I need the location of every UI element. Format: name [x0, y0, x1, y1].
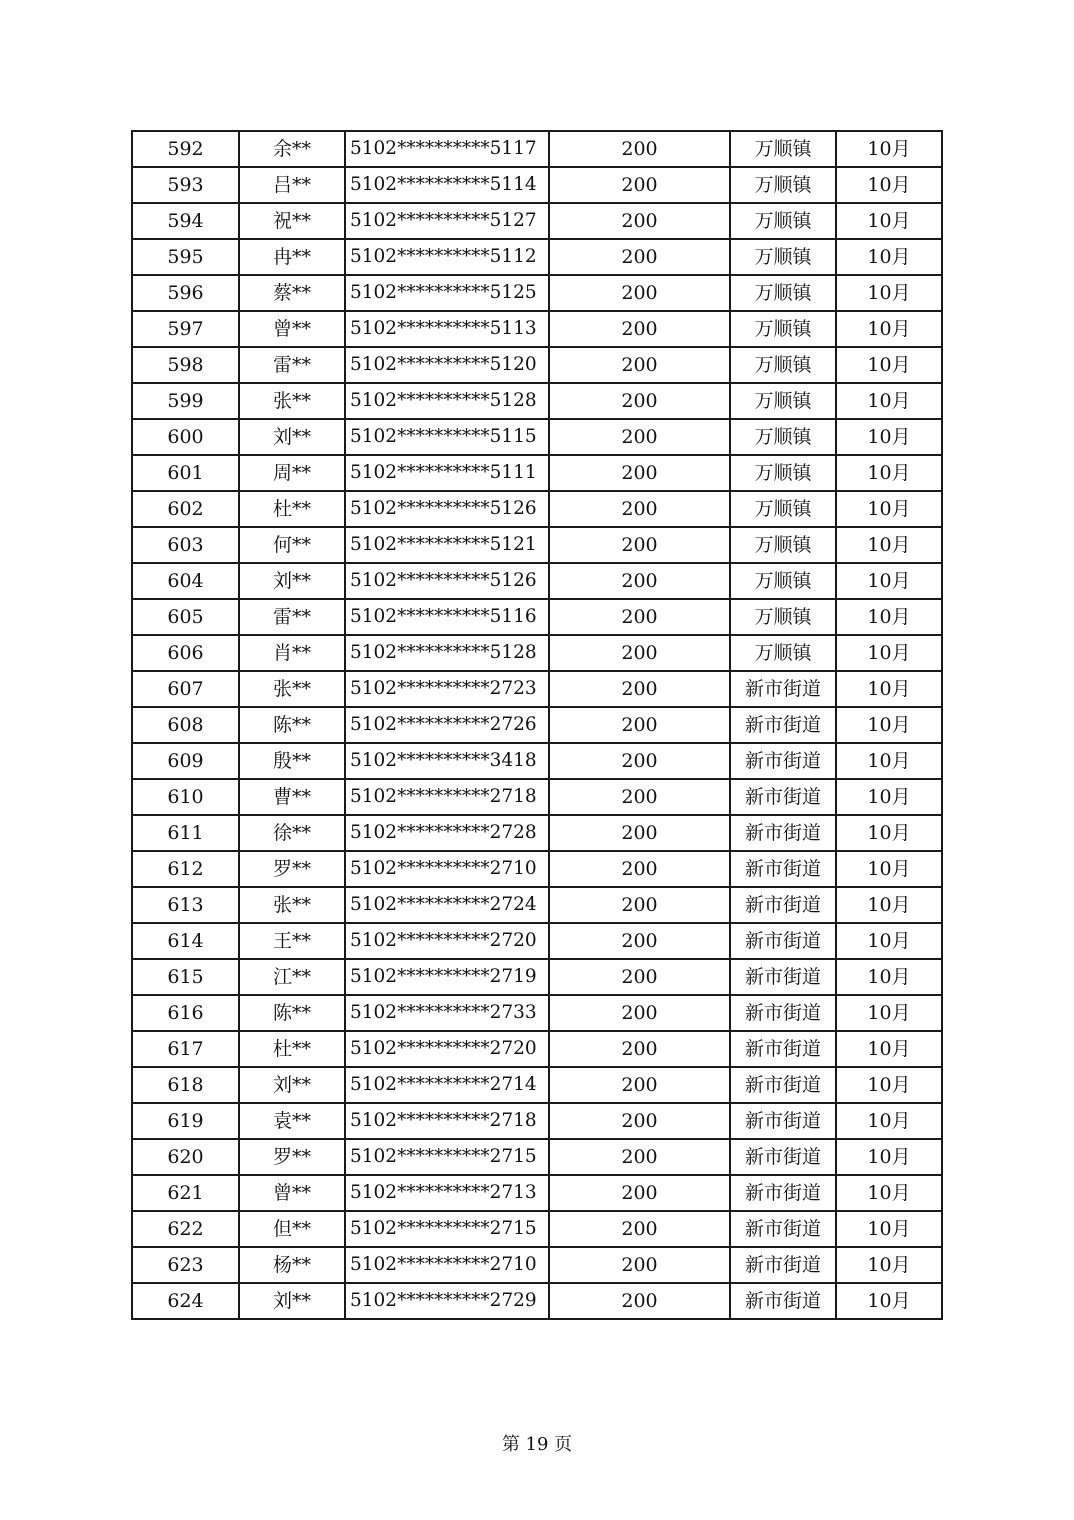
row-number-cell: 614: [132, 923, 239, 959]
id-number-cell: 5102**********5116: [345, 599, 549, 635]
row-number-cell: 595: [132, 239, 239, 275]
amount-cell: 200: [549, 1175, 730, 1211]
name-cell: 张**: [239, 887, 345, 923]
name-cell: 陈**: [239, 995, 345, 1031]
amount-cell: 200: [549, 851, 730, 887]
table-row: [132, 635, 942, 671]
name-cell: 蔡**: [239, 275, 345, 311]
table-row: [132, 995, 942, 1031]
id-number-cell: 5102**********5117: [345, 131, 549, 167]
id-number-cell: 5102**********2714: [345, 1067, 549, 1103]
table-row: [132, 887, 942, 923]
name-cell: 雷**: [239, 347, 345, 383]
row-number-cell: 593: [132, 167, 239, 203]
table-row: [132, 419, 942, 455]
name-cell: 余**: [239, 131, 345, 167]
amount-cell: 200: [549, 599, 730, 635]
table-row: [132, 923, 942, 959]
township-cell: 新市街道: [730, 815, 836, 851]
month-cell: 10月: [836, 1283, 942, 1319]
month-cell: 10月: [836, 923, 942, 959]
township-cell: 万顺镇: [730, 347, 836, 383]
id-number-cell: 5102**********5128: [345, 383, 549, 419]
id-number-cell: 5102**********2719: [345, 959, 549, 995]
id-number-cell: 5102**********5112: [345, 239, 549, 275]
amount-cell: 200: [549, 815, 730, 851]
id-number-cell: 5102**********2715: [345, 1139, 549, 1175]
township-cell: 新市街道: [730, 923, 836, 959]
name-cell: 杜**: [239, 1031, 345, 1067]
row-number-cell: 594: [132, 203, 239, 239]
name-cell: 杜**: [239, 491, 345, 527]
id-number-cell: 5102**********5128: [345, 635, 549, 671]
id-number-cell: 5102**********2718: [345, 779, 549, 815]
township-cell: 万顺镇: [730, 599, 836, 635]
month-cell: 10月: [836, 1175, 942, 1211]
township-cell: 新市街道: [730, 995, 836, 1031]
id-number-cell: 5102**********2710: [345, 851, 549, 887]
id-number-cell: 5102**********2720: [345, 1031, 549, 1067]
id-number-cell: 5102**********2718: [345, 1103, 549, 1139]
row-number-cell: 616: [132, 995, 239, 1031]
township-cell: 万顺镇: [730, 131, 836, 167]
township-cell: 新市街道: [730, 851, 836, 887]
month-cell: 10月: [836, 779, 942, 815]
month-cell: 10月: [836, 1103, 942, 1139]
name-cell: 王**: [239, 923, 345, 959]
id-number-cell: 5102**********5111: [345, 455, 549, 491]
township-cell: 新市街道: [730, 743, 836, 779]
month-cell: 10月: [836, 275, 942, 311]
month-cell: 10月: [836, 851, 942, 887]
township-cell: 万顺镇: [730, 239, 836, 275]
township-cell: 万顺镇: [730, 527, 836, 563]
township-cell: 万顺镇: [730, 419, 836, 455]
township-cell: 万顺镇: [730, 311, 836, 347]
table-row: [132, 1139, 942, 1175]
row-number-cell: 596: [132, 275, 239, 311]
table-row: [132, 203, 942, 239]
table-row: [132, 1103, 942, 1139]
row-number-cell: 621: [132, 1175, 239, 1211]
month-cell: 10月: [836, 203, 942, 239]
row-number-cell: 619: [132, 1103, 239, 1139]
row-number-cell: 615: [132, 959, 239, 995]
amount-cell: 200: [549, 239, 730, 275]
name-cell: 吕**: [239, 167, 345, 203]
amount-cell: 200: [549, 1031, 730, 1067]
name-cell: 刘**: [239, 563, 345, 599]
amount-cell: 200: [549, 275, 730, 311]
month-cell: 10月: [836, 383, 942, 419]
amount-cell: 200: [549, 707, 730, 743]
amount-cell: 200: [549, 779, 730, 815]
name-cell: 曹**: [239, 779, 345, 815]
month-cell: 10月: [836, 419, 942, 455]
month-cell: 10月: [836, 1211, 942, 1247]
table-row: [132, 527, 942, 563]
township-cell: 万顺镇: [730, 635, 836, 671]
month-cell: 10月: [836, 1247, 942, 1283]
month-cell: 10月: [836, 167, 942, 203]
amount-cell: 200: [549, 1139, 730, 1175]
amount-cell: 200: [549, 527, 730, 563]
name-cell: 何**: [239, 527, 345, 563]
amount-cell: 200: [549, 203, 730, 239]
township-cell: 万顺镇: [730, 167, 836, 203]
township-cell: 新市街道: [730, 1211, 836, 1247]
row-number-cell: 592: [132, 131, 239, 167]
name-cell: 祝**: [239, 203, 345, 239]
township-cell: 万顺镇: [730, 275, 836, 311]
amount-cell: 200: [549, 1211, 730, 1247]
month-cell: 10月: [836, 1067, 942, 1103]
township-cell: 万顺镇: [730, 383, 836, 419]
row-number-cell: 606: [132, 635, 239, 671]
row-number-cell: 598: [132, 347, 239, 383]
township-cell: 新市街道: [730, 1067, 836, 1103]
township-cell: 万顺镇: [730, 203, 836, 239]
table-row: [132, 779, 942, 815]
id-number-cell: 5102**********5113: [345, 311, 549, 347]
name-cell: 周**: [239, 455, 345, 491]
page-number: 第 19 页: [501, 1434, 573, 1455]
amount-cell: 200: [549, 311, 730, 347]
township-cell: 新市街道: [730, 1175, 836, 1211]
township-cell: 新市街道: [730, 1247, 836, 1283]
table-row: [132, 1067, 942, 1103]
name-cell: 曾**: [239, 1175, 345, 1211]
table-row: [132, 563, 942, 599]
table-row: [132, 311, 942, 347]
table-row: [132, 131, 942, 167]
name-cell: 肖**: [239, 635, 345, 671]
id-number-cell: 5102**********2728: [345, 815, 549, 851]
amount-cell: 200: [549, 167, 730, 203]
name-cell: 刘**: [239, 1067, 345, 1103]
row-number-cell: 620: [132, 1139, 239, 1175]
township-cell: 万顺镇: [730, 491, 836, 527]
name-cell: 杨**: [239, 1247, 345, 1283]
table-row: [132, 851, 942, 887]
amount-cell: 200: [549, 383, 730, 419]
amount-cell: 200: [549, 419, 730, 455]
table-row: [132, 815, 942, 851]
month-cell: 10月: [836, 743, 942, 779]
amount-cell: 200: [549, 563, 730, 599]
amount-cell: 200: [549, 131, 730, 167]
amount-cell: 200: [549, 455, 730, 491]
month-cell: 10月: [836, 959, 942, 995]
month-cell: 10月: [836, 815, 942, 851]
id-number-cell: 5102**********2710: [345, 1247, 549, 1283]
month-cell: 10月: [836, 995, 942, 1031]
id-number-cell: 5102**********5127: [345, 203, 549, 239]
row-number-cell: 624: [132, 1283, 239, 1319]
name-cell: 殷**: [239, 743, 345, 779]
table-row: [132, 383, 942, 419]
id-number-cell: 5102**********5126: [345, 491, 549, 527]
amount-cell: 200: [549, 347, 730, 383]
month-cell: 10月: [836, 491, 942, 527]
amount-cell: 200: [549, 1247, 730, 1283]
name-cell: 罗**: [239, 851, 345, 887]
amount-cell: 200: [549, 491, 730, 527]
amount-cell: 200: [549, 1283, 730, 1319]
amount-cell: 200: [549, 887, 730, 923]
name-cell: 徐**: [239, 815, 345, 851]
month-cell: 10月: [836, 599, 942, 635]
month-cell: 10月: [836, 1031, 942, 1067]
amount-cell: 200: [549, 959, 730, 995]
amount-cell: 200: [549, 995, 730, 1031]
row-number-cell: 610: [132, 779, 239, 815]
id-number-cell: 5102**********2720: [345, 923, 549, 959]
id-number-cell: 5102**********2733: [345, 995, 549, 1031]
row-number-cell: 609: [132, 743, 239, 779]
month-cell: 10月: [836, 131, 942, 167]
name-cell: 陈**: [239, 707, 345, 743]
township-cell: 新市街道: [730, 1031, 836, 1067]
row-number-cell: 600: [132, 419, 239, 455]
table-row: [132, 1175, 942, 1211]
row-number-cell: 608: [132, 707, 239, 743]
township-cell: 新市街道: [730, 707, 836, 743]
id-number-cell: 5102**********2715: [345, 1211, 549, 1247]
township-cell: 万顺镇: [730, 563, 836, 599]
township-cell: 新市街道: [730, 1283, 836, 1319]
row-number-cell: 607: [132, 671, 239, 707]
row-number-cell: 618: [132, 1067, 239, 1103]
month-cell: 10月: [836, 887, 942, 923]
id-number-cell: 5102**********2724: [345, 887, 549, 923]
table-row: [132, 239, 942, 275]
row-number-cell: 602: [132, 491, 239, 527]
row-number-cell: 623: [132, 1247, 239, 1283]
township-cell: 新市街道: [730, 671, 836, 707]
township-cell: 新市街道: [730, 959, 836, 995]
table-row: [132, 491, 942, 527]
amount-cell: 200: [549, 743, 730, 779]
table-row: [132, 1247, 942, 1283]
row-number-cell: 601: [132, 455, 239, 491]
name-cell: 刘**: [239, 1283, 345, 1319]
name-cell: 雷**: [239, 599, 345, 635]
name-cell: 张**: [239, 383, 345, 419]
id-number-cell: 5102**********3418: [345, 743, 549, 779]
month-cell: 10月: [836, 635, 942, 671]
id-number-cell: 5102**********2726: [345, 707, 549, 743]
table-row: [132, 455, 942, 491]
table-body: [132, 131, 942, 1319]
township-cell: 新市街道: [730, 779, 836, 815]
row-number-cell: 612: [132, 851, 239, 887]
id-number-cell: 5102**********2713: [345, 1175, 549, 1211]
row-number-cell: 597: [132, 311, 239, 347]
month-cell: 10月: [836, 455, 942, 491]
month-cell: 10月: [836, 239, 942, 275]
table-row: [132, 707, 942, 743]
id-number-cell: 5102**********2723: [345, 671, 549, 707]
row-number-cell: 605: [132, 599, 239, 635]
name-cell: 曾**: [239, 311, 345, 347]
township-cell: 万顺镇: [730, 455, 836, 491]
township-cell: 新市街道: [730, 1139, 836, 1175]
id-number-cell: 5102**********5114: [345, 167, 549, 203]
amount-cell: 200: [549, 923, 730, 959]
table-row: [132, 1031, 942, 1067]
id-number-cell: 5102**********5120: [345, 347, 549, 383]
name-cell: 但**: [239, 1211, 345, 1247]
month-cell: 10月: [836, 707, 942, 743]
table-row: [132, 1211, 942, 1247]
month-cell: 10月: [836, 563, 942, 599]
data-table: [131, 130, 943, 1320]
row-number-cell: 622: [132, 1211, 239, 1247]
table-row: [132, 959, 942, 995]
amount-cell: 200: [549, 1067, 730, 1103]
id-number-cell: 5102**********2729: [345, 1283, 549, 1319]
table-row: [132, 347, 942, 383]
name-cell: 江**: [239, 959, 345, 995]
name-cell: 刘**: [239, 419, 345, 455]
row-number-cell: 604: [132, 563, 239, 599]
month-cell: 10月: [836, 671, 942, 707]
name-cell: 罗**: [239, 1139, 345, 1175]
row-number-cell: 611: [132, 815, 239, 851]
table-row: [132, 743, 942, 779]
id-number-cell: 5102**********5125: [345, 275, 549, 311]
row-number-cell: 613: [132, 887, 239, 923]
row-number-cell: 603: [132, 527, 239, 563]
id-number-cell: 5102**********5126: [345, 563, 549, 599]
amount-cell: 200: [549, 671, 730, 707]
amount-cell: 200: [549, 635, 730, 671]
table-row: [132, 671, 942, 707]
id-number-cell: 5102**********5115: [345, 419, 549, 455]
amount-cell: 200: [549, 1103, 730, 1139]
row-number-cell: 599: [132, 383, 239, 419]
table-row: [132, 1283, 942, 1319]
row-number-cell: 617: [132, 1031, 239, 1067]
month-cell: 10月: [836, 527, 942, 563]
table-row: [132, 275, 942, 311]
table-row: [132, 599, 942, 635]
id-number-cell: 5102**********5121: [345, 527, 549, 563]
township-cell: 新市街道: [730, 887, 836, 923]
table-row: [132, 167, 942, 203]
name-cell: 张**: [239, 671, 345, 707]
month-cell: 10月: [836, 311, 942, 347]
township-cell: 新市街道: [730, 1103, 836, 1139]
name-cell: 冉**: [239, 239, 345, 275]
name-cell: 袁**: [239, 1103, 345, 1139]
month-cell: 10月: [836, 347, 942, 383]
month-cell: 10月: [836, 1139, 942, 1175]
